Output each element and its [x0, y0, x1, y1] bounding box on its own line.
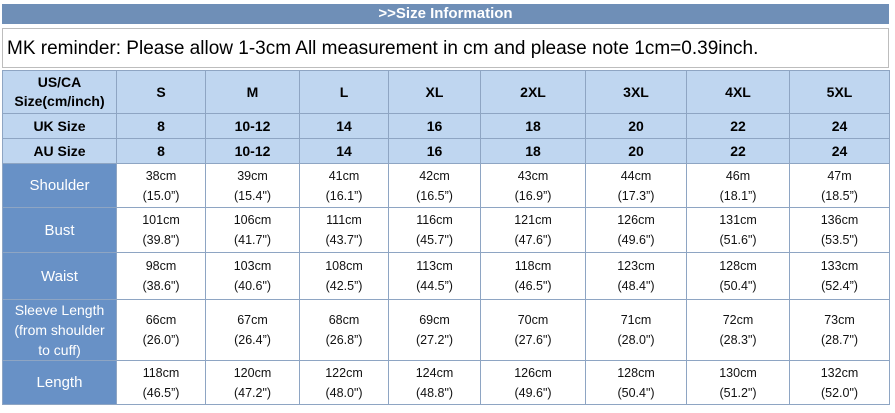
measurement-label: Length — [3, 361, 117, 405]
measurement-inch: (44.5”) — [416, 279, 453, 293]
size-value: 4XL — [687, 71, 790, 114]
measurement-inch: (46.5") — [514, 279, 552, 293]
measurement-inch: (28.7") — [820, 333, 859, 347]
measurement-cm: 67cm — [237, 313, 268, 327]
size-header-row — [3, 71, 890, 114]
measurement-cm: 42cm — [419, 168, 450, 183]
measurement-inch: (26.4”) — [234, 333, 271, 347]
measurement-inch: (39.8") — [142, 233, 180, 247]
measurement-inch: (47.6") — [514, 233, 552, 247]
measurement-cm: 123cm — [617, 259, 655, 273]
measurement-inch: (28.3") — [719, 333, 757, 347]
measurement-cell — [389, 361, 481, 405]
measurement-inch: (51.2") — [719, 385, 757, 400]
measurement-cell — [481, 164, 586, 208]
measurement-cell — [687, 164, 790, 208]
size-system-label-line: US/CA — [37, 74, 82, 90]
size-system-label-line: AU Size — [33, 142, 86, 159]
measurement-inch: (53.5") — [820, 233, 859, 247]
size-system-label — [3, 139, 117, 164]
measurement-label-line: to cuff) — [38, 342, 81, 358]
measurement-cm: 136cm — [820, 213, 859, 227]
measurement-cell — [790, 164, 890, 208]
measurement-cm: 130cm — [719, 365, 757, 380]
measurement-inch: (52.0") — [820, 385, 859, 400]
measurement-cell — [481, 208, 586, 253]
measurement-cm: 126cm — [617, 213, 655, 227]
measurement-cm: 133cm — [820, 259, 859, 273]
size-value: XL — [389, 71, 481, 114]
size-value: 14 — [300, 114, 389, 139]
measurement-cell — [206, 300, 300, 361]
size-header-row — [3, 114, 890, 139]
measurement-cell — [389, 300, 481, 361]
size-value: 20 — [586, 114, 687, 139]
size-value: 8 — [117, 114, 206, 139]
size-value: 10-12 — [206, 139, 300, 164]
measurement-cm: 101cm — [142, 213, 180, 227]
size-value: 5XL — [790, 71, 890, 114]
measurement-cell — [300, 253, 389, 300]
measurement-cell — [481, 361, 586, 405]
measurement-label — [3, 300, 117, 361]
measurement-cm: 120cm — [233, 365, 272, 380]
measurement-cell — [117, 253, 206, 300]
size-value: 10-12 — [206, 114, 300, 139]
size-value: 24 — [790, 114, 890, 139]
measurement-inch: (52.4”) — [821, 279, 858, 293]
measurement-inch: (18.1”) — [719, 188, 757, 203]
measurement-inch: (47.2") — [233, 385, 272, 400]
measurement-inch: (49.6") — [514, 385, 552, 400]
measurement-inch: (45.7") — [415, 233, 454, 247]
measurement-row — [3, 253, 890, 300]
measurement-label: Bust — [3, 208, 117, 253]
measurement-cm: 46m — [725, 168, 751, 183]
measurement-cell — [586, 208, 687, 253]
measurement-inch: (42.5”) — [325, 279, 363, 293]
size-value: 2XL — [481, 71, 586, 114]
measurement-cm: 122cm — [325, 365, 363, 380]
measurement-cell — [117, 300, 206, 361]
measurement-cm: 38cm — [145, 168, 177, 183]
measurement-inch: (48.4") — [617, 279, 655, 293]
size-header-row — [3, 139, 890, 164]
measurement-cell — [389, 208, 481, 253]
size-value: 20 — [586, 139, 687, 164]
measurement-label: Waist — [3, 253, 117, 300]
measurement-cell — [687, 208, 790, 253]
size-value: S — [117, 71, 206, 114]
measurement-cm: 43cm — [517, 168, 549, 183]
measurement-label-line: Sleeve Length — [14, 302, 105, 318]
measurement-inch: (15.4") — [233, 188, 272, 203]
size-value: 24 — [790, 139, 890, 164]
measurement-cell — [117, 361, 206, 405]
measurement-cell — [117, 164, 206, 208]
size-value: 22 — [687, 139, 790, 164]
measurement-cm: 103cm — [233, 259, 272, 273]
measurement-inch: (17.3”) — [617, 188, 655, 203]
measurement-row — [3, 361, 890, 405]
measurement-inch: (51.6") — [719, 233, 757, 247]
measurement-cm: 132cm — [820, 365, 859, 380]
measurement-cm: 39cm — [237, 168, 268, 183]
measurement-cm: 98cm — [145, 259, 177, 273]
measurement-cell — [389, 253, 481, 300]
measurement-cell — [586, 164, 687, 208]
measurement-label: Shoulder — [3, 164, 117, 208]
measurement-cm: 68cm — [328, 313, 360, 327]
measurement-cm: 111cm — [326, 213, 362, 227]
measurement-cm: 73cm — [824, 313, 855, 327]
size-value: 8 — [117, 139, 206, 164]
measurement-inch: (27.2") — [415, 333, 454, 347]
measurement-cell — [300, 361, 389, 405]
measurement-cell — [790, 208, 890, 253]
measurement-cm: 113cm — [416, 259, 453, 273]
measurement-cm: 71cm — [620, 313, 652, 327]
measurement-cm: 131cm — [719, 213, 757, 227]
measurement-inch: (40.6") — [233, 279, 272, 293]
measurement-cm: 44cm — [620, 168, 652, 183]
measurement-inch: (48.8") — [415, 385, 454, 400]
measurement-cm: 41cm — [328, 168, 360, 183]
measurement-inch: (18.5”) — [821, 188, 858, 203]
measurement-cell — [206, 208, 300, 253]
measurement-inch: (41.7") — [233, 233, 272, 247]
measurement-cell — [687, 361, 790, 405]
measurement-cell — [117, 208, 206, 253]
size-system-label-line: Size(cm/inch) — [14, 93, 105, 109]
measurement-cm: 70cm — [517, 313, 549, 327]
measurement-inch: (50.4") — [719, 279, 757, 293]
measurement-cell — [206, 361, 300, 405]
measurement-cell — [790, 361, 890, 405]
size-system-label — [3, 71, 117, 114]
measurement-inch: (16.1”) — [325, 188, 363, 203]
measurement-cm: 121cm — [514, 213, 552, 227]
measurement-inch: (16.5”) — [416, 188, 453, 203]
measurement-cm: 116cm — [416, 213, 453, 227]
measurement-row — [3, 164, 890, 208]
measurement-cell — [586, 253, 687, 300]
measurement-inch: (48.0") — [325, 385, 363, 400]
size-value: 3XL — [586, 71, 687, 114]
measurement-cm: 47m — [827, 168, 852, 183]
measurement-cm: 69cm — [419, 313, 450, 327]
size-table — [2, 70, 890, 405]
measurement-label-line: (from shoulder — [14, 322, 105, 338]
measurement-cell — [300, 164, 389, 208]
size-value: 16 — [389, 139, 481, 164]
measurement-cell — [586, 361, 687, 405]
measurement-cell — [790, 253, 890, 300]
size-value: 18 — [481, 139, 586, 164]
measurement-row — [3, 208, 890, 253]
measurement-cell — [687, 253, 790, 300]
measurement-cm: 128cm — [719, 259, 757, 273]
measurement-reminder: MK reminder: Please allow 1-3cm All measurement in cm and please note 1cm=0.39inch. — [2, 28, 889, 68]
size-information-banner: >>Size Information — [2, 4, 889, 24]
measurement-inch: (26.0”) — [142, 333, 180, 347]
measurement-cell — [206, 253, 300, 300]
measurement-cm: 126cm — [514, 365, 552, 380]
measurement-inch: (27.6") — [514, 333, 552, 347]
measurement-inch: (49.6") — [617, 233, 655, 247]
measurement-inch: (38.6") — [142, 279, 180, 293]
measurement-row — [3, 300, 890, 361]
size-value: 18 — [481, 114, 586, 139]
measurement-cm: 72cm — [722, 313, 754, 327]
size-system-label — [3, 114, 117, 139]
size-system-label-line: UK Size — [33, 117, 86, 134]
measurement-cell — [586, 300, 687, 361]
measurement-cm: 66cm — [145, 313, 177, 327]
measurement-cm: 124cm — [415, 365, 454, 380]
measurement-inch: (28.0") — [617, 333, 655, 347]
measurement-cell — [687, 300, 790, 361]
measurement-cell — [389, 164, 481, 208]
measurement-inch: (43.7") — [325, 233, 363, 247]
measurement-cell — [206, 164, 300, 208]
measurement-cell — [481, 300, 586, 361]
measurement-cell — [300, 208, 389, 253]
measurement-cell — [790, 300, 890, 361]
measurement-cm: 118cm — [514, 259, 552, 273]
measurement-inch: (26.8”) — [325, 333, 363, 347]
measurement-inch: (16.9”) — [514, 188, 552, 203]
size-value: L — [300, 71, 389, 114]
measurement-cm: 118cm — [142, 365, 180, 380]
size-value: 16 — [389, 114, 481, 139]
measurement-cm: 106cm — [233, 213, 272, 227]
measurement-cm: 128cm — [617, 365, 655, 380]
measurement-cell — [481, 253, 586, 300]
size-value: 14 — [300, 139, 389, 164]
measurement-cell — [300, 300, 389, 361]
measurement-inch: (15.0”) — [142, 188, 180, 203]
size-value: M — [206, 71, 300, 114]
measurement-inch: (46.5”) — [142, 385, 180, 400]
measurement-inch: (50.4") — [617, 385, 655, 400]
measurement-cm: 108cm — [325, 259, 363, 273]
size-value: 22 — [687, 114, 790, 139]
